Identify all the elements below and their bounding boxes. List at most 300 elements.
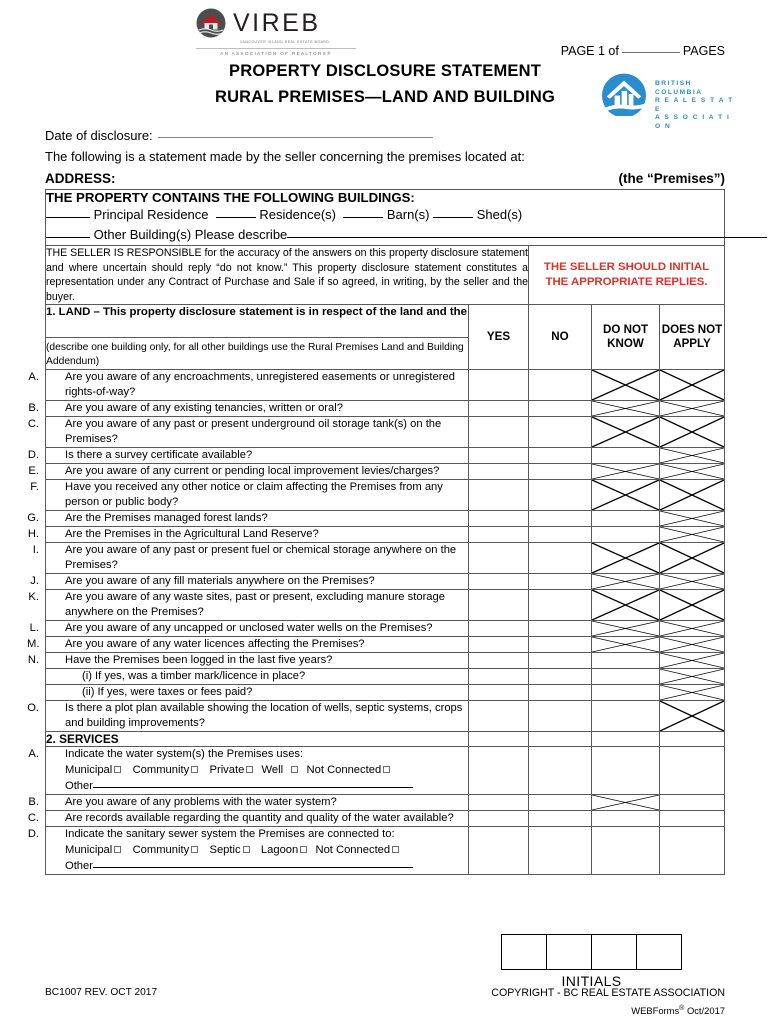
column-header-no: NO	[529, 305, 592, 369]
land-q17-dnk-cell[interactable]	[592, 700, 660, 731]
land-q5-no-cell[interactable]	[529, 463, 592, 479]
date-of-disclosure-line	[45, 125, 725, 146]
land-q8-dna-cell	[660, 526, 725, 542]
services-c-text: Are records available regarding the quantity and quality of the water available?	[65, 811, 454, 824]
land-question-text: Are you aware of any fill materials anywhere on the Premises?	[65, 574, 375, 587]
land-q2-no-cell[interactable]	[529, 400, 592, 416]
land-question-4	[27, 447, 469, 463]
services-c-letter: C.	[27, 811, 39, 824]
x-mark-icon	[592, 637, 659, 652]
land-question-1	[28, 369, 469, 400]
land-q9-dna-cell	[660, 542, 725, 573]
land-q4-yes-cell[interactable]	[469, 447, 529, 463]
sewer-other-line	[46, 858, 468, 874]
seller-statement-line: The following is a statement made by the seller concerning the premises located at:	[45, 149, 525, 164]
services-d-text: Indicate the sanitary sewer system the Premises are connected to:	[65, 827, 395, 840]
services-question-c-row	[46, 810, 725, 826]
land-q3-dna-cell	[660, 416, 725, 447]
water-option-private-checkbox[interactable]	[246, 766, 253, 773]
table-row	[46, 400, 725, 416]
land-question-9	[32, 542, 469, 573]
services-b-no-cell[interactable]	[529, 794, 592, 810]
bcrea-line-1: BRITISH COLUMBIA	[655, 80, 703, 96]
table-row	[46, 463, 725, 479]
services-a-no-cell[interactable]	[529, 746, 592, 794]
date-of-disclosure-label: Date of disclosure:	[45, 128, 153, 143]
residences-label: Residence(s)	[259, 207, 336, 222]
land-question-letter: K.	[28, 590, 39, 603]
land-question-text: Are you aware of any past or present underground oil storage tank(s) on the Premises?	[65, 417, 442, 445]
services-d-dna-cell[interactable]	[660, 826, 725, 874]
land-q14-dna-cell	[660, 652, 725, 668]
buildings-checklist-line-1	[46, 205, 724, 225]
principal-residence-label: Principal Residence	[93, 207, 209, 222]
sheds-label: Shed(s)	[476, 207, 523, 222]
address-row	[45, 171, 725, 186]
table-row	[46, 668, 725, 684]
x-mark-icon	[592, 370, 659, 400]
x-mark-icon	[660, 527, 724, 542]
vireb-subtitle: VANCOUVER ISLAND REAL ESTATE BOARD	[240, 40, 330, 44]
water-other-line	[46, 778, 468, 794]
land-question-text: Have the Premises been logged in the last five years?	[65, 653, 333, 666]
land-q13-dnk-cell	[592, 636, 660, 652]
land-q8-no-cell[interactable]	[529, 526, 592, 542]
land-q14-yes-cell[interactable]	[469, 652, 529, 668]
land-q6-no-cell[interactable]	[529, 479, 592, 510]
other-building-label: Other Building(s) Please describe	[93, 227, 288, 242]
land-q5-dnk-cell	[592, 463, 660, 479]
land-question-letter: A.	[28, 370, 39, 383]
land-question-letter: D.	[27, 448, 39, 461]
land-q13-dna-cell	[660, 636, 725, 652]
services-a-dnk-cell[interactable]	[592, 746, 660, 794]
x-mark-icon	[660, 637, 724, 652]
land-question-5	[28, 463, 469, 479]
buildings-checklist-line-2	[46, 225, 724, 245]
services-b-letter: B.	[28, 795, 39, 808]
services-c-dna-cell[interactable]	[660, 810, 725, 826]
land-q4-no-cell[interactable]	[529, 447, 592, 463]
land-question-15	[46, 668, 469, 684]
sewer-option-community-checkbox[interactable]	[191, 846, 198, 853]
date-of-disclosure-input[interactable]	[158, 137, 433, 138]
land-question-text: Are you aware of any uncapped or unclosed water wells on the Premises?	[65, 621, 433, 634]
copyright-notice: COPYRIGHT - BC REAL ESTATE ASSOCIATION	[491, 987, 725, 999]
land-q7-dnk-cell[interactable]	[592, 510, 660, 526]
services-c-yes-cell[interactable]	[469, 810, 529, 826]
seller-initial-notice	[529, 246, 725, 305]
sewer-option-community-label: Community	[132, 843, 190, 856]
initials-cell-2[interactable]	[547, 935, 592, 969]
land-q8-dnk-cell[interactable]	[592, 526, 660, 542]
does-not-apply-line-1: DOES NOT	[661, 322, 723, 336]
land-q2-dnk-cell	[592, 400, 660, 416]
vireb-badge-icon	[196, 8, 226, 38]
x-mark-icon	[592, 621, 659, 636]
x-mark-icon	[660, 417, 724, 447]
land-question-letter: N.	[27, 653, 39, 666]
land-question-text: Are you aware of any existing tenancies, written or oral?	[65, 401, 343, 414]
services-b-text: Are you aware of any problems with the water system?	[65, 795, 337, 808]
services-b-dnk-cell	[592, 794, 660, 810]
webforms-name: WEBForms	[631, 1005, 680, 1017]
table-row	[46, 620, 725, 636]
water-other-input[interactable]	[93, 787, 413, 788]
land-question-text: (i) If yes, was a timber mark/licence in place?	[82, 669, 306, 682]
initials-label: INITIALS	[561, 973, 622, 989]
land-building-describe-input[interactable]	[46, 320, 468, 338]
x-mark-icon	[592, 480, 659, 510]
column-header-does-not-apply	[660, 305, 725, 369]
land-question-letter: C.	[27, 417, 39, 430]
land-q3-no-cell[interactable]	[529, 416, 592, 447]
services-section-row	[46, 731, 725, 746]
land-q11-no-cell[interactable]	[529, 589, 592, 620]
services-question-c	[27, 810, 469, 826]
land-question-7	[27, 510, 469, 526]
webforms-stamp	[631, 1005, 725, 1016]
table-row	[46, 416, 725, 447]
land-question-10	[30, 573, 469, 589]
vireb-wordmark: VIREB	[233, 8, 321, 37]
sewer-option-not-connected-label: Not Connected	[315, 843, 391, 856]
x-mark-icon	[660, 401, 724, 416]
table-row	[46, 636, 725, 652]
services-c-dnk-cell[interactable]	[592, 810, 660, 826]
table-row	[46, 573, 725, 589]
x-mark-icon	[592, 590, 659, 620]
vireb-logo	[196, 8, 356, 56]
x-mark-icon	[660, 701, 724, 731]
column-header-do-not-know	[592, 305, 660, 369]
water-option-private-label: Private	[209, 763, 245, 776]
do-not-know-line-2: KNOW	[607, 336, 644, 350]
land-question-letter: F.	[30, 480, 39, 493]
intro-section	[45, 125, 725, 186]
buildings-cell	[46, 190, 725, 246]
x-mark-icon	[660, 464, 724, 479]
water-option-municipal-checkbox[interactable]	[114, 766, 121, 773]
land-q16-dnk-cell[interactable]	[592, 684, 660, 700]
land-q17-no-cell[interactable]	[529, 700, 592, 731]
document-header	[0, 0, 770, 130]
services-d-letter: D.	[27, 827, 39, 840]
land-q6-dna-cell	[660, 479, 725, 510]
land-question-14	[27, 652, 469, 668]
x-mark-icon	[660, 574, 724, 589]
bcrea-line-3: A S S O C I A T I O N	[655, 114, 731, 130]
land-q12-no-cell[interactable]	[529, 620, 592, 636]
x-mark-icon	[660, 653, 724, 668]
table-row	[46, 652, 725, 668]
x-mark-icon	[660, 448, 724, 463]
land-q7-dna-cell	[660, 510, 725, 526]
land-q5-yes-cell[interactable]	[469, 463, 529, 479]
land-q2-yes-cell[interactable]	[469, 400, 529, 416]
land-q1-dna-cell	[660, 369, 725, 400]
do-not-know-line-1: DO NOT	[602, 322, 649, 336]
land-question-letter: I.	[32, 543, 39, 556]
title-line-1: PROPERTY DISCLOSURE STATEMENT	[229, 62, 541, 80]
land-q1-yes-cell[interactable]	[469, 369, 529, 400]
sewer-system-options	[46, 842, 468, 858]
x-mark-icon	[660, 669, 724, 684]
land-section-header-row	[46, 305, 725, 369]
water-option-not-connected-label: Not Connected	[306, 763, 382, 776]
land-question-11	[28, 589, 469, 620]
land-q12-yes-cell[interactable]	[469, 620, 529, 636]
vireb-wordmark-group	[233, 8, 321, 37]
x-mark-icon	[592, 795, 659, 810]
services-question-d-row	[46, 826, 725, 874]
table-row	[46, 526, 725, 542]
land-question-text: Are you aware of any past or present fuel or chemical storage anywhere on the Premises?	[65, 543, 457, 571]
x-mark-icon	[592, 543, 659, 573]
other-building-blank[interactable]	[46, 237, 90, 238]
vireb-divider	[196, 48, 356, 49]
sewer-other-input[interactable]	[93, 867, 413, 868]
buildings-row	[46, 190, 725, 246]
land-question-6	[30, 479, 469, 510]
column-header-yes: YES	[469, 305, 529, 369]
barns-blank[interactable]	[343, 217, 383, 218]
initials-cell-3[interactable]	[592, 935, 637, 969]
water-option-well-checkbox[interactable]	[291, 766, 298, 773]
land-question-letter: L.	[29, 621, 39, 634]
land-section-title: 1. LAND – This property disclosure statement is in respect of the land and the	[46, 306, 467, 319]
land-q7-no-cell[interactable]	[529, 510, 592, 526]
services-question-b-row	[46, 794, 725, 810]
x-mark-icon	[660, 543, 724, 573]
land-question-letter: H.	[27, 527, 39, 540]
land-section-header	[46, 305, 469, 369]
land-q11-yes-cell[interactable]	[469, 589, 529, 620]
land-q16-yes-cell[interactable]	[469, 684, 529, 700]
services-a-yes-cell[interactable]	[469, 746, 529, 794]
land-q5-dna-cell	[660, 463, 725, 479]
land-q13-yes-cell[interactable]	[469, 636, 529, 652]
water-option-not-connected-checkbox[interactable]	[383, 766, 390, 773]
sewer-option-not-connected-checkbox[interactable]	[392, 846, 399, 853]
page-of-prefix: PAGE 1 of	[560, 44, 619, 58]
land-q10-dna-cell	[660, 573, 725, 589]
land-question-letter: E.	[28, 464, 39, 477]
services-title-dna-cell[interactable]	[660, 731, 725, 746]
table-row	[46, 589, 725, 620]
land-question-8	[27, 526, 469, 542]
water-option-community-label: Community	[132, 763, 190, 776]
x-mark-icon	[592, 464, 659, 479]
initial-notice-line-2: THE APPROPRIATE REPLIES.	[545, 276, 708, 289]
initial-notice-line-1: THE SELLER SHOULD INITIAL	[543, 261, 710, 274]
land-q17-dna-cell	[660, 700, 725, 731]
form-code: BC1007 REV. OCT 2017	[45, 987, 158, 998]
x-mark-icon	[660, 370, 724, 400]
page-count-blank[interactable]	[622, 52, 680, 53]
sewer-option-municipal-label: Municipal	[65, 843, 113, 856]
land-q10-no-cell[interactable]	[529, 573, 592, 589]
webforms-registered-icon: ®	[679, 1005, 685, 1012]
land-q9-yes-cell[interactable]	[469, 542, 529, 573]
land-question-16	[46, 684, 469, 700]
land-question-letter: B.	[28, 401, 39, 414]
land-q8-yes-cell[interactable]	[469, 526, 529, 542]
table-row	[46, 684, 725, 700]
land-q7-yes-cell[interactable]	[469, 510, 529, 526]
land-q12-dna-cell	[660, 620, 725, 636]
land-q10-yes-cell[interactable]	[469, 573, 529, 589]
page-of-suffix: PAGES	[682, 44, 725, 58]
services-b-dna-cell[interactable]	[660, 794, 725, 810]
land-question-text: Is there a plot plan available showing the location of wells, septic systems, crops and building improvements?	[65, 701, 463, 729]
land-q6-dnk-cell	[592, 479, 660, 510]
premises-note: (the “Premises”)	[618, 171, 725, 186]
land-q12-dnk-cell	[592, 620, 660, 636]
land-question-text: Are the Premises managed forest lands?	[65, 511, 268, 524]
land-q4-dnk-cell[interactable]	[592, 447, 660, 463]
land-question-text: Is there a survey certificate available?	[65, 448, 253, 461]
services-section-title: 2. SERVICES	[46, 731, 469, 746]
table-row	[46, 479, 725, 510]
land-question-letter: G.	[27, 511, 39, 524]
land-q4-dna-cell	[660, 447, 725, 463]
sewer-option-septic-checkbox[interactable]	[243, 846, 250, 853]
page-number-line	[561, 44, 725, 58]
other-building-describe-input[interactable]	[287, 237, 767, 238]
sewer-option-municipal-checkbox[interactable]	[114, 846, 121, 853]
land-question-letter: M.	[27, 637, 40, 650]
title-line-2: RURAL PREMISES—LAND AND BUILDING	[214, 88, 556, 106]
land-question-text: Are you aware of any water licences affecting the Premises?	[65, 637, 365, 650]
land-question-letter: J.	[30, 574, 39, 587]
does-not-apply-line-2: APPLY	[673, 336, 711, 350]
table-row	[46, 542, 725, 573]
initials-section	[501, 934, 682, 989]
buildings-title: THE PROPERTY CONTAINS THE FOLLOWING BUILDINGS:	[46, 190, 415, 205]
land-q11-dnk-cell	[592, 589, 660, 620]
land-q3-yes-cell[interactable]	[469, 416, 529, 447]
land-q15-yes-cell[interactable]	[469, 668, 529, 684]
services-title-dnk-cell[interactable]	[592, 731, 660, 746]
table-row	[46, 447, 725, 463]
land-q14-dnk-cell[interactable]	[592, 652, 660, 668]
table-row	[46, 510, 725, 526]
barns-label: Barn(s)	[386, 207, 430, 222]
land-question-text: Are you aware of any waste sites, past or present, excluding manure storage anywhere on the Premises?	[65, 590, 445, 618]
water-option-well-label: Well	[261, 763, 284, 776]
bcrea-wordmark	[655, 80, 740, 132]
land-q1-no-cell[interactable]	[529, 369, 592, 400]
seller-responsibility-text: THE SELLER IS RESPONSIBLE for the accuracy of the answers on this property disclosure statement and where uncertain should reply “do not know.” This property disclosure statement constitutes a representation under any Contract of Purchase and Sale if so agreed, in writing, by the seller and the buyer.	[46, 246, 529, 305]
land-q16-dna-cell	[660, 684, 725, 700]
residences-blank[interactable]	[216, 217, 256, 218]
bcrea-logo-icon	[600, 72, 648, 116]
land-question-text: Are the Premises in the Agricultural Land Reserve?	[65, 527, 319, 540]
services-b-yes-cell[interactable]	[469, 794, 529, 810]
land-question-13	[27, 636, 469, 652]
land-q17-yes-cell[interactable]	[469, 700, 529, 731]
land-q13-no-cell[interactable]	[529, 636, 592, 652]
land-q9-dnk-cell	[592, 542, 660, 573]
land-q3-dnk-cell	[592, 416, 660, 447]
disclosure-form-table	[27, 189, 725, 875]
land-q14-no-cell[interactable]	[529, 652, 592, 668]
x-mark-icon	[592, 574, 659, 589]
sewer-other-label: Other	[65, 859, 93, 872]
vireb-logo-row	[196, 8, 356, 38]
water-option-community-checkbox[interactable]	[191, 766, 198, 773]
initials-cell-4[interactable]	[637, 935, 681, 969]
services-c-no-cell[interactable]	[529, 810, 592, 826]
land-q10-dnk-cell	[592, 573, 660, 589]
services-question-d	[27, 826, 469, 874]
responsibility-row	[46, 246, 725, 305]
initials-cell-1[interactable]	[502, 935, 547, 969]
services-question-b	[28, 794, 469, 810]
land-q6-yes-cell[interactable]	[469, 479, 529, 510]
land-q15-dnk-cell[interactable]	[592, 668, 660, 684]
x-mark-icon	[592, 401, 659, 416]
services-a-letter: A.	[28, 747, 39, 760]
water-other-label: Other	[65, 779, 93, 792]
land-question-12	[29, 620, 469, 636]
services-title-yes-cell[interactable]	[469, 731, 529, 746]
address-label: ADDRESS:	[45, 171, 116, 186]
services-d-yes-cell[interactable]	[469, 826, 529, 874]
x-mark-icon	[660, 511, 724, 526]
services-d-dnk-cell[interactable]	[592, 826, 660, 874]
land-question-3	[27, 416, 469, 447]
x-mark-icon	[660, 590, 724, 620]
land-q15-dna-cell	[660, 668, 725, 684]
table-row	[46, 369, 725, 400]
land-question-2	[28, 400, 469, 416]
sewer-option-lagoon-checkbox[interactable]	[300, 846, 307, 853]
x-mark-icon	[592, 417, 659, 447]
water-option-municipal-label: Municipal	[65, 763, 113, 776]
services-question-a	[28, 746, 469, 794]
land-section-note: (describe one building only, for all other buildings use the Rural Premises Land and Building Addendum)	[46, 342, 464, 367]
land-question-text: Are you aware of any encroachments, unregistered easements or unregistered rights-of-way?	[65, 370, 455, 398]
land-q2-dna-cell	[660, 400, 725, 416]
services-question-a-row	[46, 746, 725, 794]
land-question-text: Are you aware of any current or pending local improvement levies/charges?	[65, 464, 440, 477]
services-a-dna-cell[interactable]	[660, 746, 725, 794]
sheds-blank[interactable]	[433, 217, 473, 218]
bcrea-logo	[600, 72, 740, 130]
land-question-letter: O.	[27, 701, 39, 714]
land-question-text: Have you received any other notice or claim affecting the Premises from any person or public body?	[65, 480, 443, 508]
services-d-no-cell[interactable]	[529, 826, 592, 874]
vireb-association-line: AN ASSOCIATION OF REALTORS®	[220, 51, 332, 56]
x-mark-icon	[660, 621, 724, 636]
land-question-17	[27, 700, 469, 731]
land-q15-no-cell[interactable]	[529, 668, 592, 684]
sewer-option-lagoon-label: Lagoon	[260, 843, 299, 856]
services-title-no-cell[interactable]	[529, 731, 592, 746]
x-mark-icon	[660, 480, 724, 510]
land-question-text: (ii) If yes, were taxes or fees paid?	[82, 685, 253, 698]
land-q16-no-cell[interactable]	[529, 684, 592, 700]
services-a-text: Indicate the water system(s) the Premises uses:	[65, 747, 304, 760]
land-q11-dna-cell	[660, 589, 725, 620]
x-mark-icon	[660, 685, 724, 700]
principal-residence-blank[interactable]	[46, 217, 90, 218]
land-q9-no-cell[interactable]	[529, 542, 592, 573]
table-row	[46, 700, 725, 731]
water-system-options	[46, 762, 468, 778]
